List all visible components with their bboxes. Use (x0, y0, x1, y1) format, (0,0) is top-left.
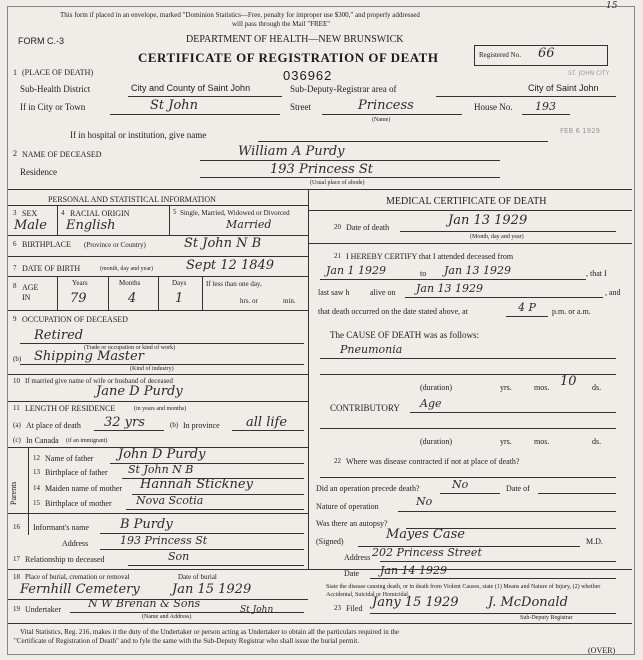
place-label: (PLACE OF DEATH) (22, 68, 94, 77)
cause-label: The CAUSE OF DEATH was as follows: (330, 330, 479, 340)
name-label: NAME OF DECEASED (22, 150, 102, 159)
age-months-value: 4 (128, 291, 137, 306)
origin-divider (169, 205, 170, 235)
physician-address-value: 202 Princess Street (372, 546, 482, 559)
days-label: Days (172, 279, 187, 287)
row-rule-10 (8, 401, 308, 402)
relationship-line (128, 565, 304, 566)
subhealth-label: Sub-Health District (20, 84, 91, 94)
md-label: M.D. (586, 537, 603, 546)
row-number-14: 14 (33, 484, 40, 492)
length-sub: (in years and months) (134, 406, 187, 412)
certify-label: I HEREBY CERTIFY that I attended deceased from (346, 252, 514, 261)
father-value: John D Purdy (118, 447, 206, 462)
footer-line-2: "Certificate of Registration of Death" and to fyle the same with the Sub-Deputy Registrar who shall issue the burial permit. (14, 637, 360, 645)
alive-on-line (405, 297, 603, 298)
signed-value: Mayes Case (386, 527, 465, 542)
occurred-line (506, 316, 548, 317)
row-number-3: 3 (13, 209, 17, 217)
undertaker-label: Undertaker (25, 605, 61, 614)
origin-value: English (66, 218, 116, 233)
footer-line-1: Vital Statistics, Reg. 216, makes it the duty of the Undertaker or person acting as Undertaker to obtain all the particulars required in the (20, 628, 400, 636)
duration-label-1: (duration) (420, 383, 452, 392)
undertaker-value: N W Brenan & Sons (88, 597, 201, 610)
house-line (522, 114, 570, 115)
pm-label: p.m. or a.m. (552, 307, 591, 316)
burial-date-label: Date of burial (178, 573, 217, 581)
contributory-value: Age (420, 397, 442, 410)
informant-label: Informant's name (33, 523, 89, 532)
registered-label: Registered No. (479, 51, 521, 59)
street-value: Princess (358, 98, 414, 113)
years-label: Years (72, 279, 88, 287)
row-number-12: 12 (33, 454, 40, 462)
autopsy-label: Was there an autopsy? (316, 519, 388, 528)
certificate-date-line (370, 578, 616, 579)
informant-address-label: Address (62, 539, 89, 548)
cause-value: Pneumonia (340, 343, 403, 356)
subdeputy-line (436, 96, 616, 97)
city-stamp: ST. JOHN CITY (568, 70, 610, 77)
date-of-death-value: Jan 13 1929 (448, 213, 528, 228)
age-days-value: 1 (175, 291, 184, 306)
undertaker-address-value: St John (240, 605, 274, 615)
house-label: House No. (474, 102, 513, 112)
city-line (110, 114, 280, 115)
mos-label-2: mos. (534, 437, 550, 446)
industry-value: Shipping Master (34, 349, 144, 364)
spouse-value: Jane D Purdy (96, 384, 183, 399)
where-contracted-line (320, 477, 616, 478)
father-label: Name of father (45, 454, 94, 463)
date-of-death-label: Date of death (346, 223, 390, 232)
duration-label-2: (duration) (420, 437, 452, 446)
postal-notice-2: will pass through the Mail "FREE" (232, 20, 331, 28)
filed-line (370, 613, 616, 614)
occurred-label: that death occurred on the date stated above, at (318, 307, 468, 316)
row-number-17: 17 (13, 555, 20, 563)
contributory-label: CONTRIBUTORY (330, 403, 400, 413)
hrs-label: hrs. or (240, 297, 258, 305)
row-number-9b: (b) (13, 355, 22, 363)
signed-label: (Signed) (316, 537, 344, 546)
alive-on-value: Jan 13 1929 (416, 282, 484, 295)
at-place-line (94, 430, 164, 431)
attended-line (320, 279, 586, 280)
street-label: Street (290, 102, 311, 112)
medical-heading-rule (308, 210, 632, 211)
parents-divider (28, 447, 29, 535)
row-number-9: 9 (13, 315, 17, 323)
physician-address-line (380, 561, 616, 562)
residence-sub: (Usual place of abode) (310, 180, 365, 186)
occupation-line (20, 343, 304, 344)
row-number-15: 15 (33, 499, 40, 507)
undertaker-sub: (Name and Address) (142, 614, 192, 620)
house-value: 193 (535, 100, 556, 113)
personal-heading-rule (8, 205, 308, 206)
less-than-day-label: If less than one day, (206, 280, 262, 288)
name-line (200, 160, 500, 161)
birthplace-value: St John N B (184, 236, 262, 251)
physician-address-label: Address (344, 553, 371, 562)
medical-heading: MEDICAL CERTIFICATE OF DEATH (386, 196, 547, 207)
certificate-title: CERTIFICATE OF REGISTRATION OF DEATH (138, 50, 439, 65)
mother-birthplace-label: Birthplace of mother (45, 499, 112, 508)
row-number-23: 23 (334, 604, 341, 612)
age-years-value: 79 (70, 291, 87, 306)
age-divider-4 (202, 276, 203, 310)
marital-label: Single, Married, Widowed or Divorced (180, 209, 290, 217)
department: DEPARTMENT OF HEALTH—NEW BRUNSWICK (186, 34, 404, 45)
hospital-line (258, 141, 548, 142)
in-province-label: In province (183, 421, 220, 430)
row-number-1: 1 (13, 68, 17, 77)
canada-sub: (if an immigrant) (66, 438, 108, 444)
residence-label: Residence (20, 167, 57, 177)
subhealth-line (128, 96, 282, 97)
ds-label-1: ds. (592, 383, 602, 392)
industry-sub: (Kind of industry) (130, 366, 174, 372)
mos-label-1: mos. (534, 383, 550, 392)
length-label: LENGTH OF RESIDENCE (25, 404, 116, 413)
serial-number: 036962 (283, 68, 333, 83)
row-number-13: 13 (33, 468, 40, 476)
received-stamp: FEB 6 1929 (560, 127, 600, 135)
form-number: FORM C.-3 (18, 36, 64, 46)
canada-label: In Canada (26, 436, 59, 445)
row-number-10: 10 (13, 377, 20, 385)
filed-label: Filed (346, 604, 363, 613)
ds-label-2: ds. (592, 437, 602, 446)
in-province-line (232, 430, 304, 431)
birthplace-label: BIRTHPLACE (22, 240, 71, 249)
operation-label: Did an operation precede death? (316, 484, 420, 493)
contributory-line (410, 412, 616, 413)
row-number-21: 21 (334, 252, 341, 260)
alive-on-label: alive on (370, 288, 396, 297)
at-place-label: At place of death (26, 421, 81, 430)
age-divider-2 (108, 276, 109, 310)
relationship-label: Relationship to deceased (25, 555, 105, 564)
occurred-value: 4 P (518, 301, 536, 314)
residence-value: 193 Princess St (270, 162, 374, 177)
subhealth-value: City and County of Saint John (131, 83, 251, 93)
street-line (322, 114, 462, 115)
where-contracted-label: Where was disease contracted if not at place of death? (346, 457, 520, 466)
column-divider (308, 189, 309, 569)
certificate-date-label: Date (344, 569, 360, 578)
row-number-11b: (b) (170, 421, 179, 429)
row-rule-8 (8, 310, 308, 311)
registrar-signature: J. McDonald (488, 595, 568, 610)
parents-label: Parents (9, 481, 18, 505)
name-value: William A Purdy (238, 144, 345, 159)
age-divider-1 (57, 276, 58, 310)
in-province-value: all life (246, 415, 288, 430)
informant-address-line (100, 549, 304, 550)
nature-line (398, 511, 616, 512)
informant-address-value: 193 Princess St (120, 534, 208, 547)
mother-birthplace-line (126, 509, 304, 510)
relationship-value: Son (168, 550, 190, 563)
row-number-22: 22 (334, 457, 341, 465)
operation-value: No (452, 478, 469, 491)
industry-line (20, 364, 304, 365)
row-rule-6 (8, 256, 308, 257)
age-divider-3 (158, 276, 159, 310)
autopsy-value: No (416, 495, 433, 508)
and-label: , and (605, 288, 621, 297)
table-top-rule (8, 189, 632, 190)
dob-value: Sept 12 1849 (186, 258, 275, 273)
row-rule-9 (8, 374, 308, 375)
personal-heading: PERSONAL AND STATISTICAL INFORMATION (48, 195, 216, 204)
postal-notice-1: This form if placed in an envelope, marked "Dominion Statistics—Free, penalty for improper use $300," and properly addressed (60, 11, 420, 19)
marital-value: Married (226, 218, 272, 231)
occupation-value: Retired (34, 328, 84, 343)
dob-sub: (month, day and year) (100, 266, 153, 272)
row-number-18: 18 (13, 573, 20, 581)
row-number-11c: (c) (13, 436, 21, 444)
origin-label: RACIAL ORIGIN (70, 209, 130, 218)
that-i-label: , that I (586, 269, 607, 278)
row-rule-15 (8, 513, 308, 514)
informant-value: B Purdy (120, 517, 173, 532)
subdeputy-label: Sub-Deputy-Registrar area of (290, 84, 397, 94)
dob-label: DATE OF BIRTH (22, 264, 81, 273)
min-label: min. (283, 297, 296, 305)
months-label: Months (119, 279, 141, 287)
yrs-label-2: yrs. (500, 437, 512, 446)
burial-date-value: Jan 15 1929 (172, 582, 252, 597)
city-label: If in City or Town (20, 102, 86, 112)
filed-value: Jany 15 1929 (372, 595, 459, 610)
row-number-11a: (a) (13, 421, 21, 429)
footer-rule (8, 623, 632, 624)
row-number-16: 16 (13, 523, 20, 531)
undertaker-line (70, 612, 304, 613)
nature-label: Nature of operation (316, 502, 379, 511)
row-number-4: 4 (61, 209, 65, 217)
sex-divider (57, 205, 58, 235)
row-rule-20 (308, 243, 632, 244)
burial-value: Fernhill Cemetery (20, 582, 140, 597)
over-label: (OVER) (588, 646, 616, 655)
registered-number: 66 (538, 46, 555, 61)
residence-line (200, 177, 500, 178)
at-place-value: 32 yrs (104, 415, 145, 430)
date-of-label: Date of (506, 484, 530, 493)
row-number-6: 6 (13, 240, 17, 248)
row-rule-3 (8, 235, 308, 236)
father-birthplace-label: Birthplace of father (45, 468, 108, 477)
occupation-label: OCCUPATION OF DECEASED (22, 315, 128, 324)
page-number: 15 (606, 1, 618, 11)
mother-label: Maiden name of mother (45, 484, 123, 493)
operation-line (440, 493, 500, 494)
registrar-sub: Sub-Deputy Registrar (520, 615, 573, 621)
mother-birthplace-value: Nova Scotia (136, 494, 204, 507)
attended-to-value: Jan 13 1929 (444, 264, 512, 277)
contributory-line-2 (320, 428, 616, 429)
spouse-label: If married give name of wife or husband of deceased (25, 377, 173, 385)
attended-from-value: Jan 1 1929 (326, 264, 387, 277)
row-number-11: 11 (13, 404, 20, 412)
duration-days-value: 10 (560, 374, 577, 389)
row-number-8: 8 (13, 282, 17, 290)
cause-line-1 (320, 358, 616, 359)
subdeputy-value: City of Saint John (528, 83, 599, 93)
date-of-line (538, 493, 616, 494)
certificate-date-value: Jan 14 1929 (380, 564, 448, 577)
date-of-death-sub: (Month, day and year) (470, 234, 524, 240)
occupation-sub: (Trade or occupation or kind of work) (84, 345, 176, 351)
table-bottom-rule (8, 569, 632, 570)
sex-label: SEX (22, 209, 38, 218)
city-value: St John (150, 98, 199, 113)
row-number-19: 19 (13, 605, 20, 613)
row-number-7: 7 (13, 264, 17, 272)
date-of-death-line (400, 231, 616, 232)
row-number-20: 20 (334, 223, 341, 231)
burial-label: Place of burial, cremation or removal (25, 573, 130, 581)
yrs-label-1: yrs. (500, 383, 512, 392)
footnote: State the disease causing death, or in death from Violent Causes, state (1) Means and Nature of Injury, (2) whether Accidental, Suicidal or Homicidal. (326, 584, 601, 598)
to-label: to (420, 269, 427, 278)
mother-value: Hannah Stickney (140, 477, 253, 492)
father-birthplace-value: St John N B (128, 463, 194, 476)
hospital-label: If in hospital or institution, give name (70, 130, 207, 140)
birthplace-sub: (Province or Country) (84, 241, 146, 249)
street-sub: (Name) (372, 117, 391, 123)
sex-value: Male (14, 218, 47, 233)
row-number-5: 5 (173, 208, 177, 216)
age-label: AGE IN (22, 283, 39, 302)
row-number-2: 2 (13, 149, 17, 158)
last-saw-label: last saw h (318, 288, 350, 297)
